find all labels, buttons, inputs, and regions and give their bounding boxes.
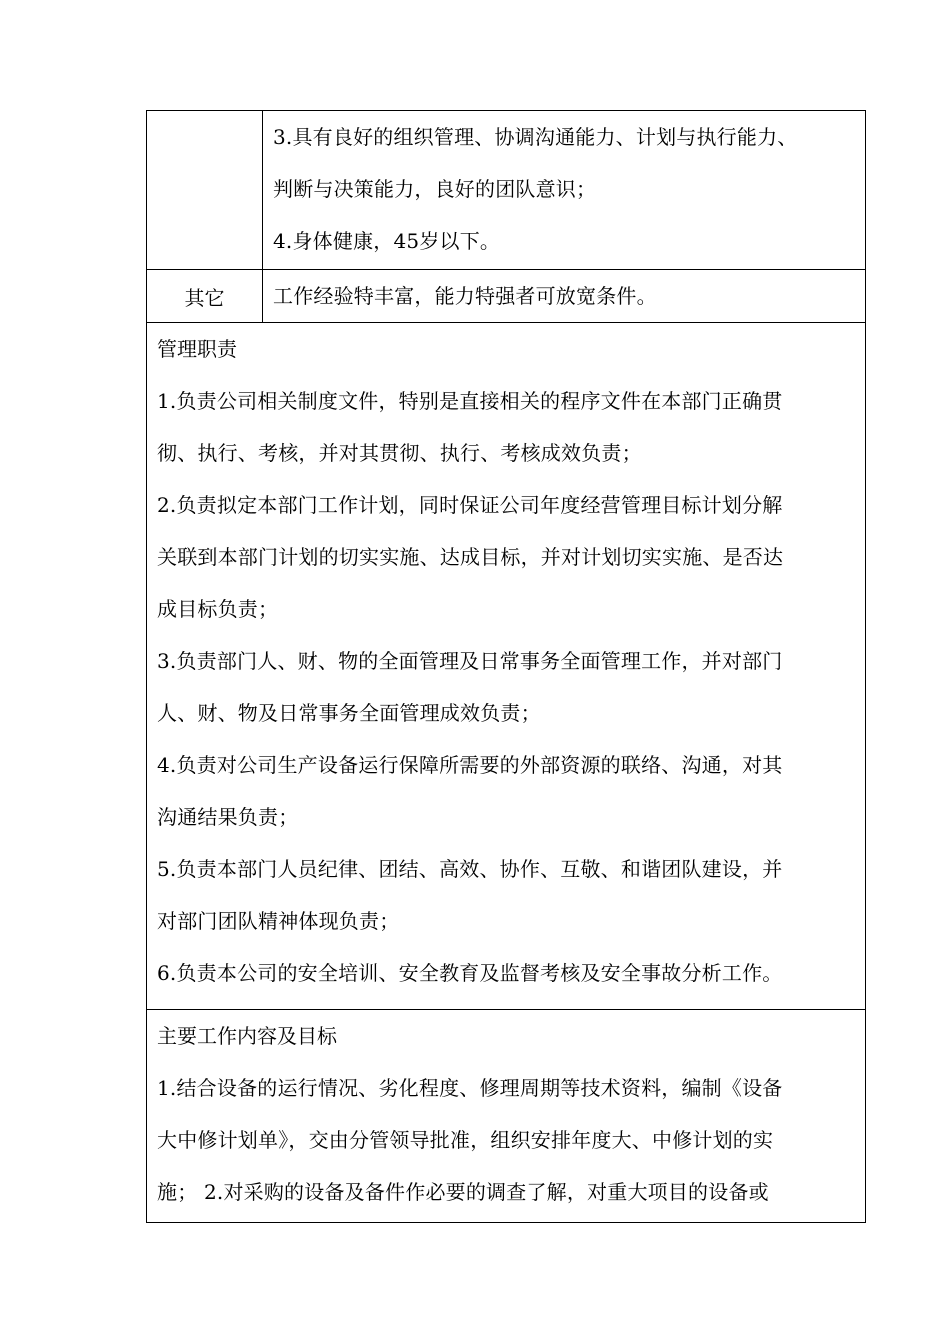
job-description-table [146,110,866,1223]
main-work-cell [147,1010,866,1223]
duty-line: 3.负责部门人、财、物的全面管理及日常事务全面管理工作，并对部门 [157,649,783,673]
duty-line: 5.负责本部门人员纪律、团结、高效、协作、互敬、和谐团队建设，并 [157,857,783,881]
other-content-cell [263,270,866,323]
duty-line: 彻、执行、考核，并对其贯彻、执行、考核成效负责； [157,441,642,465]
work-line: 施； 2.对采购的设备及备件作必要的调查了解，对重大项目的设备或 [157,1180,769,1204]
main-work-title: 主要工作内容及目标 [157,1024,337,1048]
work-line: 1.结合设备的运行情况、劣化程度、修理周期等技术资料，编制《设备 [157,1076,783,1100]
duty-line: 4.负责对公司生产设备运行保障所需要的外部资源的联络、沟通，对其 [157,753,783,777]
duty-line: 关联到本部门计划的切实实施、达成目标，并对计划切实实施、是否达 [157,545,784,569]
duty-line: 对部门团队精神体现负责； [157,909,400,933]
duty-line: 成目标负责； [157,597,279,621]
duty-line: 沟通结果负责； [157,805,299,829]
requirement-line: 3.具有良好的组织管理、协调沟通能力、计划与执行能力、 [273,125,798,149]
duty-line: 6.负责本公司的安全培训、安全教育及监督考核及安全事故分析工作。 [157,961,783,985]
work-line: 大中修计划单》，交由分管领导批准，组织安排年度大、中修计划的实 [157,1128,774,1152]
requirement-line: 4.身体健康，45岁以下。 [273,229,501,253]
management-duties-title: 管理职责 [157,337,237,361]
duty-line: 人、财、物及日常事务全面管理成效负责； [157,701,541,725]
management-duties-row [147,323,866,1010]
duty-line: 2.负责拟定本部门工作计划，同时保证公司年度经营管理目标计划分解 [157,493,783,517]
management-duties-cell [147,323,866,1010]
main-work-row [147,1010,866,1223]
requirement-line: 判断与决策能力，良好的团队意识； [273,177,597,201]
requirements-row [147,111,866,270]
other-row [147,270,866,323]
requirements-content-cell [263,111,866,270]
other-label: 其它 [147,270,263,323]
duty-line: 1.负责公司相关制度文件，特别是直接相关的程序文件在本部门正确贯 [157,389,783,413]
other-text: 工作经验特丰富，能力特强者可放宽条件。 [273,284,657,308]
requirements-label-cell [147,111,263,270]
